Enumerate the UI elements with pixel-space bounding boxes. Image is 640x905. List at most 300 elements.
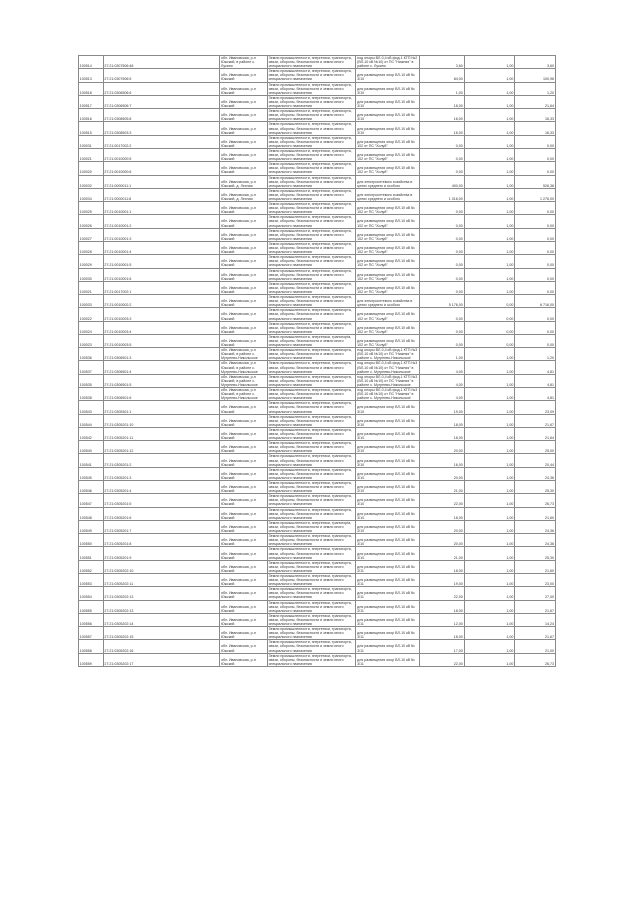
cell-location: обл. Ивановская, р-н Южский — [220, 135, 268, 148]
cell-cadastral-number: 27:21:0306501:3 — [103, 348, 220, 361]
cell-permitted-use: для размещения опор ВЛ-10 кВ № 3/11 — [356, 560, 420, 573]
cell-permitted-use: под опоры ВЛ-0,4 кВ фид.1 КТП №3 (ВЛ-10 кВ №10) от ПС "Нижняя" в районе с. Мугреево-Никольское — [356, 348, 420, 361]
cell-location: обл. Ивановская, р-н Южский — [220, 441, 268, 454]
cell-permitted-use: для размещения опор ВЛ-10 кВ № 3/10 — [356, 427, 420, 440]
cell-record-id: 100549 — [79, 520, 104, 533]
cell-record-id: 100024 — [79, 321, 104, 334]
table-row — [79, 640, 556, 653]
cell-cadastral-number: 27:21:0010000:6 — [103, 162, 220, 175]
cell-location: обл. Ивановская, р-н Южский — [220, 467, 268, 480]
cell-share: 1,00 — [464, 547, 515, 560]
cell-area: 22,00 — [419, 587, 464, 600]
cell-permitted-use: для размещения опор ВЛ-10 кВ № 3/10 — [356, 109, 420, 122]
cell-land-category: Земли промышленности, энергетики, транспорта, связи, обороны, безопасности и земли иного специального назначения — [267, 188, 356, 201]
cell-record-id: 100558 — [79, 640, 104, 653]
cell-land-category: Земли промышленности, энергетики, транспорта, связи, обороны, безопасности и земли иного специального назначения — [267, 82, 356, 95]
cell-cadastral-number: 27:21:0305201:9 — [103, 547, 220, 560]
cell-location: обл. Ивановская, р-н Южский — [220, 481, 268, 494]
table-row — [79, 56, 556, 69]
table-row — [79, 613, 556, 626]
cell-share: 1,00 — [464, 82, 515, 95]
cell-cadastral-number: 27:21:0306501:6 — [103, 388, 220, 401]
cell-land-category: Земли промышленности, энергетики, транспорта, связи, обороны, безопасности и земли иного специального назначения — [267, 281, 356, 294]
table-row — [79, 388, 556, 401]
cell-area: 18,00 — [419, 427, 464, 440]
cell-value: 24,36 — [515, 534, 556, 547]
cell-share: 1,00 — [464, 600, 515, 613]
cell-land-category: Земли промышленности, энергетики, транспорта, связи, обороны, безопасности и земли иного специального назначения — [267, 427, 356, 440]
cell-share: 1,00 — [464, 401, 515, 414]
cell-location: обл. Ивановская, р-н Южский — [220, 321, 268, 334]
cell-cadastral-number: 27:21:0010001:4 — [103, 241, 220, 254]
cell-share: 1,00 — [464, 95, 515, 108]
cell-cadastral-number: 27:21:0010003:5 — [103, 334, 220, 347]
cell-record-id: 100543 — [79, 401, 104, 414]
cell-location: обл. Ивановская, р-н Южский — [220, 162, 268, 175]
cell-cadastral-number: 27:21:0306501:4 — [103, 361, 220, 374]
cell-location: обл. Ивановская, р-н Южский — [220, 560, 268, 573]
table-row — [79, 82, 556, 95]
cell-land-category: Земли промышленности, энергетики, транспорта, связи, обороны, безопасности и земли иного специального назначения — [267, 228, 356, 241]
cell-location: обл. Ивановская, р-н Южский — [220, 520, 268, 533]
cell-share: 1,00 — [464, 109, 515, 122]
table-row — [79, 281, 556, 294]
cell-permitted-use: для размещения опор ВЛ-10 кВ № 3/11 — [356, 653, 420, 666]
cell-record-id: 100556 — [79, 613, 104, 626]
cell-record-id: 100555 — [79, 600, 104, 613]
cell-share: 1,00 — [464, 653, 515, 666]
cell-value: 0,00 — [515, 281, 556, 294]
cell-cadastral-number: 27:21:0000011:1 — [103, 175, 220, 188]
cell-location: обл. Ивановская, р-н Южский, в районе с. Лукино — [220, 56, 268, 69]
table-row — [79, 95, 556, 108]
cell-area: 4,00 — [419, 388, 464, 401]
cell-record-id: 100025 — [79, 202, 104, 215]
cell-permitted-use: для размещения опор ВЛ-10 кВ № 3/11 — [356, 640, 420, 653]
cell-land-category: Земли промышленности, энергетики, транспорта, связи, обороны, безопасности и земли иного специального назначения — [267, 109, 356, 122]
cell-land-category: Земли промышленности, энергетики, транспорта, связи, обороны, безопасности и земли иного специального назначения — [267, 388, 356, 401]
cell-area: 0,00 — [419, 241, 464, 254]
table-row — [79, 295, 556, 308]
cell-record-id: 100546 — [79, 481, 104, 494]
cell-land-category: Земли промышленности, энергетики, транспорта, связи, обороны, безопасности и земли иного специального назначения — [267, 627, 356, 640]
cell-land-category: Земли промышленности, энергетики, транспорта, связи, обороны, безопасности и земли иного специального назначения — [267, 308, 356, 321]
cell-land-category: Земли промышленности, энергетики, транспорta, связи, обороны, безопасности и земли иного специального назначения — [267, 520, 356, 533]
cell-land-category: Земли промышленности, энергетики, транспорта, связи, обороны, безопасности и земли иного специального назначения — [267, 321, 356, 334]
cell-record-id: 100022 — [79, 308, 104, 321]
cell-value: 0,00 — [515, 255, 556, 268]
cell-permitted-use: для размещения опор ВЛ-10 кВ № 102 от ПС "Холуй" — [356, 308, 420, 321]
cell-land-category: Земли промышленности, энергетики, транспорта, связи, обороны, безопасности и земли иного специального назначения — [267, 467, 356, 480]
cell-land-category: Земли промышленности, энергетики, транспорта, связи, обороны, безопасности и земли иного специального назначения — [267, 600, 356, 613]
cell-cadastral-number: 27:21:0305201:2 — [103, 454, 220, 467]
cell-value: 0,00 — [515, 162, 556, 175]
cell-record-id: 100535 — [79, 374, 104, 387]
cell-area: 18,00 — [419, 627, 464, 640]
cell-land-category: Земли промышленности, энергетики, транспорта, связи, обороны, безопасности и земли иного специального назначения — [267, 613, 356, 626]
cell-permitted-use: под опоры ВЛ-0,4 кВ фид.1 КТП №3 (ВЛ-10 кВ №10) от ПС "Нижняя" в районе с. Мугреево-Никольское — [356, 374, 420, 387]
cell-area: 19,00 — [419, 401, 464, 414]
cell-cadastral-number: 27:21:0305201:8 — [103, 534, 220, 547]
cell-share: 1,00 — [464, 162, 515, 175]
cell-value: 23,00 — [515, 573, 556, 586]
land-plots-table — [78, 55, 556, 667]
cell-area: 18,00 — [419, 600, 464, 613]
cell-permitted-use: для размещения опор ВЛ-10 кВ № 3/10 — [356, 122, 420, 135]
cell-permitted-use: для размещения опор ВЛ-10 кВ № 3/10 — [356, 82, 420, 95]
cell-share: 1,00 — [464, 627, 515, 640]
cell-value: 0,00 — [515, 334, 556, 347]
cell-cadastral-number: 27:21:0010001:3 — [103, 228, 220, 241]
cell-permitted-use: для размещения опор ВЛ-10 кВ № 3/10 — [356, 507, 420, 520]
table-row — [79, 321, 556, 334]
cell-location: обл. Ивановская, р-н Южский — [220, 573, 268, 586]
cell-share: 1,00 — [464, 148, 515, 161]
cell-record-id: 100026 — [79, 215, 104, 228]
cell-value: 25,00 — [515, 441, 556, 454]
cell-cadastral-number: 27:21:0306501:5 — [103, 374, 220, 387]
cell-area: 20,00 — [419, 441, 464, 454]
cell-permitted-use: для размещения опор ВЛ-10 кВ № 3/10 — [356, 401, 420, 414]
table-row — [79, 600, 556, 613]
cell-location: обл. Ивановская, р-н Южский — [220, 653, 268, 666]
cell-value: 4,81 — [515, 361, 556, 374]
cell-permitted-use: для размещения опор ВЛ-10 кВ № 3/11 — [356, 627, 420, 640]
cell-share: 1,00 — [464, 441, 515, 454]
cell-area: 20,00 — [419, 467, 464, 480]
cell-location: обл. Ивановская, р-н Южский — [220, 69, 268, 82]
cell-share: 1,00 — [464, 175, 515, 188]
cell-cadastral-number: 27:21:0000011:8 — [103, 188, 220, 201]
table-body — [79, 56, 556, 667]
table-row — [79, 228, 556, 241]
cell-location: обл. Ивановская, р-н Южский — [220, 82, 268, 95]
cell-area: 3,60 — [419, 56, 464, 69]
cell-share: 1,00 — [464, 587, 515, 600]
cell-area: 0,00 — [419, 162, 464, 175]
cell-land-category: Земли промышленности, энергетики, транспорта, связи, обороны, безопасности и земли иного специального назначения — [267, 481, 356, 494]
cell-cadastral-number: 27:21:0307506:48 — [103, 56, 220, 69]
cell-value: 1,20 — [515, 82, 556, 95]
cell-permitted-use: для размещения опор ВЛ-10 кВ № 3/11 — [356, 587, 420, 600]
cell-share: 1,00 — [464, 388, 515, 401]
cell-record-id: 100023 — [79, 334, 104, 347]
cell-area: 0,00 — [419, 334, 464, 347]
cell-land-category: Земли промышленности, энергетики, транспорта, связи, обороны, безопасности и земли иного специального назначения — [267, 215, 356, 228]
cell-share: 1,00 — [464, 228, 515, 241]
cell-share: 1,00 — [464, 135, 515, 148]
cell-record-id: 100552 — [79, 560, 104, 573]
cell-area: 17,00 — [419, 640, 464, 653]
cell-location: обл. Ивановская, р-н Южский — [220, 308, 268, 321]
cell-share: 1,00 — [464, 361, 515, 374]
cell-record-id: 100547 — [79, 494, 104, 507]
cell-value: 526,36 — [515, 175, 556, 188]
cell-location: обл. Ивановская, р-н Южский — [220, 427, 268, 440]
cell-land-category: Земли промышленности, энергетики, транспорта, связи, обороны, безопасности и земли иного специального назначения — [267, 348, 356, 361]
cell-value: 16,33 — [515, 109, 556, 122]
table-row — [79, 175, 556, 188]
cell-share: 1,00 — [464, 573, 515, 586]
cell-record-id: 100538 — [79, 388, 104, 401]
cell-land-category: Земли промышленности, энергетики, транспорта, связи, обороны, безопасности и земли иного специального назначения — [267, 414, 356, 427]
cell-area: 0,00 — [419, 255, 464, 268]
cell-record-id: 100515 — [79, 122, 104, 135]
cell-area: 16,00 — [419, 122, 464, 135]
cell-permitted-use: для размещения опор ВЛ-10 кВ № 3/11 — [356, 600, 420, 613]
cell-share: 1,00 — [464, 613, 515, 626]
cell-value: 24,36 — [515, 520, 556, 533]
cell-area: 0,00 — [419, 268, 464, 281]
cell-permitted-use: для размещения опор ВЛ-10 кВ № 3/10 — [356, 481, 420, 494]
cell-area: 1,00 — [419, 82, 464, 95]
cell-record-id: 100548 — [79, 507, 104, 520]
cell-share: 1,00 — [464, 348, 515, 361]
cell-cadastral-number: 27:21:0305202:14 — [103, 613, 220, 626]
cell-value: 1 276,00 — [515, 188, 556, 201]
cell-value: 21,67 — [515, 414, 556, 427]
cell-permitted-use: для размещения опор ВЛ-10 кВ № 3/10 — [356, 494, 420, 507]
cell-cadastral-number: 27:21:0305301:1 — [103, 401, 220, 414]
cell-location: обл. Ивановская, р-н Южский — [220, 401, 268, 414]
cell-share: 1,00 — [464, 241, 515, 254]
cell-cadastral-number: 27:21:0305202:11 — [103, 573, 220, 586]
cell-record-id: 100541 — [79, 454, 104, 467]
table-row — [79, 534, 556, 547]
cell-record-id: 100559 — [79, 653, 104, 666]
cell-land-category: Земли промышленности, энергетики, транспорта, связи, обороны, безопасности и земли иного специального назначения — [267, 494, 356, 507]
cell-share: 1,00 — [464, 560, 515, 573]
cell-permitted-use: для размещения опор ВЛ-10 кВ № 102 от ПС "Холуй" — [356, 321, 420, 334]
cell-land-category: Земли промышленности, энергетики, транспорта, связи, обороны, безопасности и земли иного специального назначения — [267, 135, 356, 148]
cell-value: 27,00 — [515, 587, 556, 600]
cell-record-id: 100028 — [79, 241, 104, 254]
cell-area: 4,00 — [419, 361, 464, 374]
cell-value: 0,00 — [515, 135, 556, 148]
cell-share: 1,00 — [464, 69, 515, 82]
cell-value: 0,00 — [515, 321, 556, 334]
cell-cadastral-number: 27:21:0305202:13 — [103, 600, 220, 613]
cell-area: 0,00 — [419, 148, 464, 161]
cell-area: 18,00 — [419, 414, 464, 427]
cell-land-category: Земли промышленности, энергетики, транспорта, связи, обороны, безопасности и земли иного специального назначения — [267, 587, 356, 600]
cell-location: обл. Ивановская, р-н Южский — [220, 95, 268, 108]
cell-cadastral-number: 27:21:0306506:6 — [103, 82, 220, 95]
cell-location: обл. Ивановская, р-н Южский — [220, 600, 268, 613]
cell-location: обл. Ивановская, р-н Южский, в районе с. Мугреево-Никольское — [220, 374, 268, 387]
cell-area: 1 016,00 — [419, 188, 464, 201]
cell-location: обл. Ивановская, р-н Южский — [220, 534, 268, 547]
cell-land-category: Земли промышленности, энергетики, транспорта, связи, обороны, безопасности и земли иного специального назначения — [267, 454, 356, 467]
cell-land-category: Земли промышленности, энергетики, транспорта, связи, обороны, безопасности и земли иного специального назначения — [267, 401, 356, 414]
table-row — [79, 481, 556, 494]
cell-land-category: Земли промышленности, энергетики, транспорта, связи, обороны, безопасности и земли иного специального назначения — [267, 295, 356, 308]
cell-land-category: Земли промышленности, энергетики, транспорта, связи, обороны, безопасности и земли иного специального назначения — [267, 162, 356, 175]
table-row — [79, 374, 556, 387]
table-row — [79, 148, 556, 161]
cell-area: 0,00 — [419, 308, 464, 321]
cell-record-id: 100518 — [79, 82, 104, 95]
cell-permitted-use: для размещения опор ВЛ-10 кВ № 3/10 — [356, 95, 420, 108]
cell-area: 0,00 — [419, 281, 464, 294]
cell-value: 3,60 — [515, 56, 556, 69]
table-row — [79, 135, 556, 148]
cell-value: 0,00 — [515, 202, 556, 215]
table-row — [79, 255, 556, 268]
cell-share: 1,00 — [464, 202, 515, 215]
cell-record-id: 100545 — [79, 467, 104, 480]
table-row — [79, 401, 556, 414]
cell-land-category: Земли промышленности, энергетики, транспорта, связи, обороны, безопасности и земли иного специального назначения — [267, 241, 356, 254]
cell-share: 1,00 — [464, 481, 515, 494]
cell-value: 21,00 — [515, 640, 556, 653]
table-row — [79, 202, 556, 215]
cell-share: 0,00 — [464, 321, 515, 334]
cell-location: обл. Ивановская, р-н Южский — [220, 255, 268, 268]
cell-value: 0,00 — [515, 228, 556, 241]
table-row — [79, 122, 556, 135]
cell-record-id: 100031 — [79, 135, 104, 148]
cell-area: 20,00 — [419, 520, 464, 533]
cell-value: 25,30 — [515, 547, 556, 560]
cell-cadastral-number: 27:21:0305202:10 — [103, 560, 220, 573]
cell-location: обл. Ивановская, р-н Южский — [220, 334, 268, 347]
cell-cadastral-number: 27:21:0305202:15 — [103, 627, 220, 640]
cell-area: 4,00 — [419, 374, 464, 387]
cell-record-id: 100540 — [79, 441, 104, 454]
cell-area: 20,00 — [419, 534, 464, 547]
cell-land-category: Земли промышленности, энергетики, транспорта, связи, обороны, безопасности и земли иного специального назначения — [267, 507, 356, 520]
cell-area: 0,00 — [419, 228, 464, 241]
cell-share: 1,00 — [464, 188, 515, 201]
cell-location: обл. Ивановская, р-н Южский — [220, 613, 268, 626]
cell-permitted-use: для размещения опор ВЛ-10 кВ № 3/11 — [356, 613, 420, 626]
cell-record-id: 100034 — [79, 188, 104, 201]
cell-cadastral-number: 27:21:0305201:10 — [103, 414, 220, 427]
cell-cadastral-number: 27:21:0305201:7 — [103, 520, 220, 533]
cell-permitted-use: для размещения опор ВЛ-10 кВ № 102 от ПС "Холуй" — [356, 228, 420, 241]
table-row — [79, 69, 556, 82]
cell-permitted-use: под опоры ВЛ-0,4 кВ фид.1 КТП №2 (ВЛ-10 кВ №10) от ПС "Нижняя" в районе с. Лукино — [356, 56, 420, 69]
cell-location: обл. Ивановская, р-н Южский — [220, 109, 268, 122]
cell-permitted-use: для размещения опор ВЛ-10 кВ № 3/10 — [356, 441, 420, 454]
cell-area: 18,00 — [419, 507, 464, 520]
cell-land-category: Земли промышленности, энергетики, транспорта, связи, обороны, безопасности и земли иного специального назначения — [267, 560, 356, 573]
cell-record-id: 100513 — [79, 69, 104, 82]
cell-land-category: Земли промышленности, энергетики, транспорта, связи, обороны, безопасности и земли иного специального назначения — [267, 122, 356, 135]
table-row — [79, 348, 556, 361]
cell-value: 21,60 — [515, 507, 556, 520]
cell-permitted-use: для размещения опор ВЛ-10 кВ № 3/10 — [356, 69, 420, 82]
cell-permitted-use: для размещения опор ВЛ-10 кВ № 102 от ПС "Холуй" — [356, 255, 420, 268]
cell-value: 0,00 — [515, 241, 556, 254]
table-row — [79, 215, 556, 228]
cell-permitted-use: под опоры ВЛ-0,4 кВ фид.1 КТП №3 (ВЛ-10 кВ №10) от ПС "Нижняя" в районе с. Мугреево-Никольское — [356, 388, 420, 401]
cell-share: 1,00 — [464, 494, 515, 507]
table-row — [79, 520, 556, 533]
table-row — [79, 334, 556, 347]
table-row — [79, 188, 556, 201]
cell-location: обл. Ивановская, р-н Южский — [220, 281, 268, 294]
cell-value: 21,67 — [515, 600, 556, 613]
cell-value: 21,64 — [515, 427, 556, 440]
cell-permitted-use: для размещения опор ВЛ-10 кВ № 102 от ПС "Холуй" — [356, 334, 420, 347]
cell-permitted-use: для размещения опор ВЛ-10 кВ № 102 от ПС "Холуй" — [356, 281, 420, 294]
cell-area: 18,00 — [419, 95, 464, 108]
cell-location: обл. Ивановская, р-н Южский — [220, 547, 268, 560]
cell-location: обл. Ивановская, р-н Южский — [220, 228, 268, 241]
cell-land-category: Земли промышленности, энергетики, транспорта, связи, обороны, безопасности и земли иного специального назначения — [267, 534, 356, 547]
cell-record-id: 100557 — [79, 627, 104, 640]
cell-record-id: 100033 — [79, 295, 104, 308]
cell-share: 1,00 — [464, 56, 515, 69]
cell-record-id: 100516 — [79, 109, 104, 122]
cell-area: 16,00 — [419, 109, 464, 122]
cell-permitted-use: для размещения опор ВЛ-10 кВ № 3/11 — [356, 573, 420, 586]
cell-permitted-use: для размещения опор ВЛ-10 кВ № 102 от ПС "Холуй" — [356, 162, 420, 175]
cell-cadastral-number: 27:21:0305202:16 — [103, 640, 220, 653]
cell-share: 1,00 — [464, 454, 515, 467]
cell-share: 1,00 — [464, 507, 515, 520]
table-row — [79, 494, 556, 507]
table-row — [79, 587, 556, 600]
cell-permitted-use: для размещения опор ВЛ-10 кВ № 102 от ПС "Холуй" — [356, 148, 420, 161]
cell-share: 1,00 — [464, 414, 515, 427]
cell-share: 0,00 — [464, 295, 515, 308]
cell-permitted-use: для размещения опор ВЛ-10 кВ № 102 от ПС "Холуй" — [356, 202, 420, 215]
cell-area: 0,00 — [419, 202, 464, 215]
table-row — [79, 162, 556, 175]
cell-location: обл. Ивановская, р-н Южский — [220, 122, 268, 135]
cell-record-id: 100029 — [79, 255, 104, 268]
cell-area: 0,00 — [419, 135, 464, 148]
cell-area: 22,00 — [419, 653, 464, 666]
cell-land-category: Земли промышленности, энергетики, транспорта, связи, обороны, безопасности и земли иного специального назначения — [267, 148, 356, 161]
cell-cadastral-number: 27:21:0305201:4 — [103, 481, 220, 494]
cell-location: обл. Ивановская, р-н Южский — [220, 640, 268, 653]
cell-cadastral-number: 27:21:0010000:5 — [103, 148, 220, 161]
cell-share: 1,00 — [464, 268, 515, 281]
cell-cadastral-number: 27:21:0307506:5 — [103, 69, 220, 82]
cell-location: обл. Ивановская, р-н Южский — [220, 268, 268, 281]
cell-permitted-use: для размещения опор ВЛ-10 кВ № 102 от ПС "Холуй" — [356, 135, 420, 148]
cell-area: 0,00 — [419, 215, 464, 228]
cell-value: 0,00 — [515, 215, 556, 228]
cell-location: обл. Ивановская, р-н Южский, в районе с. Мугреево-Никольское — [220, 348, 268, 361]
table-row — [79, 414, 556, 427]
cell-value: 4,81 — [515, 388, 556, 401]
cell-land-category: Земли промышленности, энергетики, транспорта, связи, обороны, безопасности и земли иного специального назначения — [267, 255, 356, 268]
cell-cadastral-number: 27:21:0017002:2 — [103, 135, 220, 148]
cell-cadastral-number: 27:21:0305201:3 — [103, 467, 220, 480]
table-row — [79, 507, 556, 520]
cell-permitted-use: для размещения опор ВЛ-10 кВ № 102 от ПС "Холуй" — [356, 215, 420, 228]
cell-record-id: 100544 — [79, 414, 104, 427]
cell-cadastral-number: 27:21:0017002:1 — [103, 281, 220, 294]
table-row — [79, 573, 556, 586]
cell-value: 26,73 — [515, 653, 556, 666]
cell-area: 18,00 — [419, 560, 464, 573]
cell-permitted-use: для размещения опор ВЛ-10 кВ № 102 от ПС "Холуй" — [356, 268, 420, 281]
cell-area: 22,00 — [419, 494, 464, 507]
cell-share: 1,00 — [464, 281, 515, 294]
table-row — [79, 454, 556, 467]
cell-land-category: Земли промышленности, энергетики, транспорта, связи, обороны, безопасности и земли иного специального назначения — [267, 441, 356, 454]
cell-value: 16,33 — [515, 122, 556, 135]
cell-record-id: 100514 — [79, 56, 104, 69]
cell-location: обл. Ивановская, р-н Южский, в районе с. Мугреево-Никольское — [220, 361, 268, 374]
cell-cadastral-number: 27:21:0305201:5 — [103, 494, 220, 507]
